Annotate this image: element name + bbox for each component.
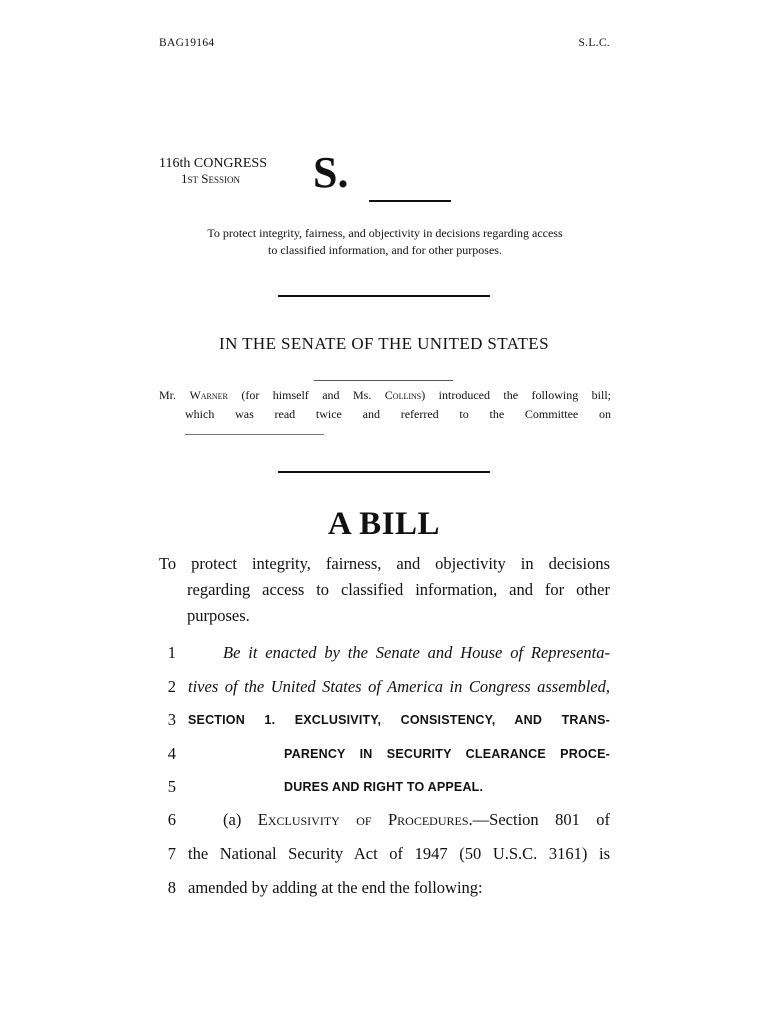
purpose <box>159 551 610 629</box>
intro-text-a: Mr. <box>159 388 190 402</box>
bill-number-blank <box>369 200 451 202</box>
line-number: 4 <box>167 744 176 763</box>
divider-short <box>314 380 453 381</box>
line-number: 7 <box>167 844 176 863</box>
intro-text-c: ) introduced the following bill; <box>421 388 611 402</box>
purpose-line-3: purposes. <box>187 606 250 625</box>
purpose-line-1: To protect integrity, fairness, and objectivity in decisions <box>159 554 610 573</box>
chamber-heading: IN THE SENATE OF THE UNITED STATES <box>219 334 549 353</box>
introduction-line-1 <box>159 386 611 405</box>
line-number: 8 <box>167 878 176 897</box>
subsection-a-line <box>188 810 610 830</box>
document-id: BAG19164 <box>159 37 215 49</box>
section-heading-line-3: DURES AND RIGHT TO APPEAL. <box>284 780 484 794</box>
short-purpose <box>160 225 610 259</box>
intro-text-b: (for himself and Ms. <box>227 388 385 402</box>
line-number: 3 <box>167 710 176 729</box>
divider-top <box>278 295 490 297</box>
subsection-text: .—Section 801 of <box>468 810 610 829</box>
short-purpose-line-1: To protect integrity, fairness, and objectivity in decisions regarding access <box>207 226 563 240</box>
bill-title: A BILL <box>327 506 441 542</box>
short-purpose-line-2: to classified information, and for other purposes. <box>268 243 502 257</box>
enacting-clause-line-1: Be it enacted by the Senate and House of Representa- <box>223 643 610 662</box>
body-text-line-7: the National Security Act of 1947 (50 U.S.C. 3161) is <box>188 844 610 863</box>
introduction-line-2: which was read twice and referred to the Committee on <box>185 407 611 421</box>
line-number: 5 <box>167 777 176 796</box>
cosponsor-name: Collins <box>384 388 422 402</box>
section-heading-line-1: SECTION 1. EXCLUSIVITY, CONSISTENCY, AND TRANS- <box>188 713 610 727</box>
purpose-line-2: regarding access to classified information, and for other <box>187 580 610 599</box>
bill-prefix: S. <box>313 148 349 197</box>
committee-blank <box>185 434 324 435</box>
session-text: 1st Session <box>181 171 240 186</box>
congress-label: 116th CONGRESS <box>159 156 268 171</box>
sponsor-name: Warner <box>189 388 228 402</box>
document-code: S.L.C. <box>578 37 610 49</box>
line-number: 1 <box>167 643 176 662</box>
enacting-clause-line-2: tives of the United States of America in Congress assembled, <box>188 677 610 696</box>
session-label <box>181 171 240 186</box>
line-number: 2 <box>167 677 176 696</box>
section-heading-line-2: PARENCY IN SECURITY CLEARANCE PROCE- <box>284 747 610 761</box>
body-text-line-8: amended by adding at the end the following: <box>188 878 483 897</box>
divider-bottom <box>278 471 490 473</box>
line-number: 6 <box>167 810 176 829</box>
subsection-marker: (a) <box>223 810 258 829</box>
introduction <box>159 386 611 424</box>
subsection-heading: Exclusivity of Procedures <box>257 810 469 829</box>
